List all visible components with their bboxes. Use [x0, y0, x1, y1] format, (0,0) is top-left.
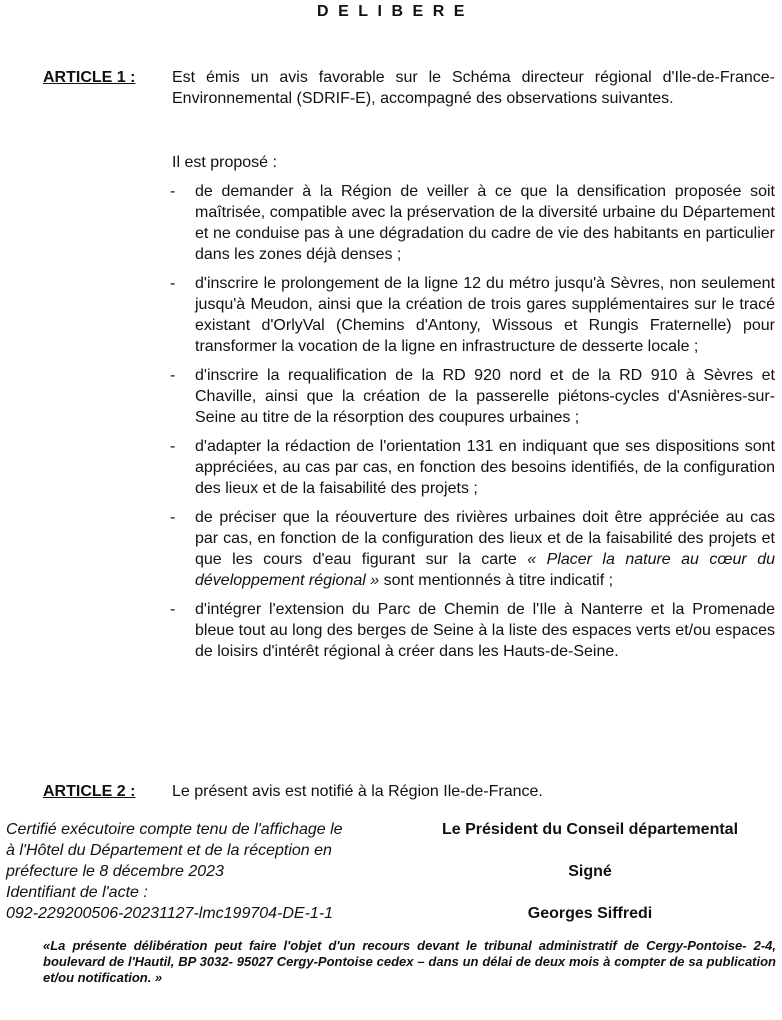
article-2-label: ARTICLE 2 : [43, 783, 136, 800]
list-item [170, 273, 775, 357]
list-item [170, 365, 775, 428]
certification-line: préfecture le 8 décembre 2023 [6, 863, 224, 880]
bullet-dash-icon: - [170, 509, 176, 526]
list-item [170, 507, 775, 591]
act-identifier: 092-229200506-20231127-lmc199704-DE-1-1 [6, 905, 334, 922]
proposed-intro: Il est proposé : [172, 154, 277, 171]
list-item-text: d'adapter la rédaction de l'orientation 131 en indiquant que ses dispositions sont appréciées, au cas par cas, en fonction des besoins identifiés, de la configuration des lieux et de la faisabilité des projets ; [195, 438, 775, 497]
list-item-text: de préciser que la réouverture des rivières urbaines doit être appréciée au cas par cas, en fonction de la configuration des lieux et de la faisabilité des projets et que les cours d'eau figurant sur la carte [195, 509, 775, 568]
signature-status: Signé [568, 863, 612, 880]
article-1-text: Est émis un avis favorable sur le Schéma directeur régional d'Ile-de-France-Environnemental (SDRIF-E), accompagné des observations suivantes. [172, 69, 775, 107]
article-2-text: Le présent avis est notifié à la Région Ile-de-France. [172, 783, 543, 800]
bullet-dash-icon: - [170, 438, 176, 455]
list-item-text-end: sont mentionnés à titre indicatif ; [379, 572, 614, 589]
bullet-dash-icon: - [170, 601, 176, 618]
signatory-name: Georges Siffredi [527, 905, 653, 922]
list-item [170, 599, 775, 662]
certification-block [6, 819, 406, 924]
bullet-dash-icon: - [170, 183, 176, 200]
list-item [170, 436, 775, 499]
bullet-dash-icon: - [170, 367, 176, 384]
certification-line: Identifiant de l'acte : [6, 884, 148, 901]
list-item-text: d'inscrire la requalification de la RD 920 nord et de la RD 910 à Sèvres et Chaville, ainsi que la création de la passerelle piétons-cycles d'Asnières-sur-Seine au titre de la résorption des coupures urbaines ; [195, 367, 775, 426]
document-title: DELIBERE [317, 3, 474, 20]
signature-block [410, 819, 770, 924]
list-item [170, 181, 775, 265]
proposals-list [170, 181, 775, 670]
list-item-text: d'intégrer l'extension du Parc de Chemin de l'Ile à Nanterre et la Promenade bleue tout au long des berges de Seine à la liste des espaces verts et/ou espaces de loisirs d'intérêt régional à créer dans les Hauts-de-Seine. [195, 601, 775, 660]
article-1-label: ARTICLE 1 : [43, 69, 136, 86]
list-item-text: de demander à la Région de veiller à ce que la densification proposée soit maîtrisée, compatible avec la préservation de la diversité urbaine du Département et ne conduise pas à une dégradation du cadre de vie des habitants en particulier dans les zones déjà denses ; [195, 183, 775, 263]
certification-line: Certifié exécutoire compte tenu de l'affichage le [6, 821, 343, 838]
map-title-quote: « Placer la nature au cœur du développement régional » [195, 551, 775, 589]
certification-line: à l'Hôtel du Département et de la réception en [6, 842, 332, 859]
list-item-text: d'inscrire le prolongement de la ligne 12 du métro jusqu'à Sèvres, non seulement jusqu'à Meudon, ainsi que la création de trois gares supplémentaires sur le tracé existant d'OrlyVal (Chemins d'Antony, Wissous et Rungis Fraternelle) pour transformer la vocation de la ligne en infrastructure de desserte locale ; [195, 275, 775, 355]
appeal-notice: «La présente délibération peut faire l'objet d'un recours devant le tribunal administratif de Cergy-Pontoise- 2-4, boulevard de l'Hautil, BP 3032- 95027 Cergy-Pontoise cedex – dans un délai de deux mois à compter de sa publication et/ou notification. » [43, 938, 776, 985]
signatory-title: Le Président du Conseil départemental [441, 821, 739, 838]
bullet-dash-icon: - [170, 275, 176, 292]
